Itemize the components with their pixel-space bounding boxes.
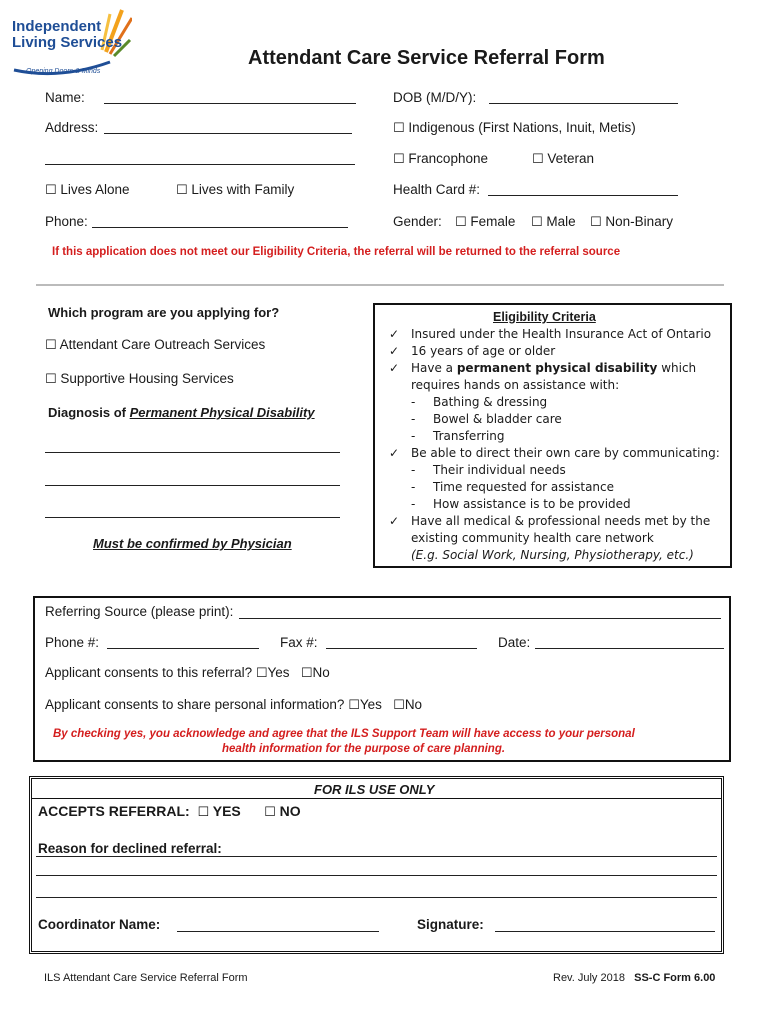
female-label: Female [470,214,516,229]
logo-line2: Living Services [12,34,123,51]
consent-info-yes: Yes [359,697,382,712]
gender-label: Gender: [393,214,442,229]
consent-info-no: No [404,697,423,712]
acknowledgement-line-1: By checking yes, you acknowledge and agree that the ILS Support Team will have access to your personal [53,728,635,740]
criteria-3-bold: permanent physical disability [456,361,658,375]
sub-item-2 [411,412,562,426]
accepts-yes-label: YES [212,803,241,819]
sub-item-6 [411,497,631,511]
francophone-label: Francophone [408,151,488,166]
page-title: Attendant Care Service Referral Form [248,47,605,69]
address-label: Address: [45,120,99,135]
footer-left: ILS Attendant Care Service Referral Form [44,972,248,984]
referral-phone-label: Phone #: [45,635,100,650]
check-icon: ✓ [389,344,400,358]
criteria-5-example: (E.g. Social Work, Nursing, Physiotherapy, etc.) [411,548,694,562]
coordinator-label: Coordinator Name: [38,917,161,932]
declined-reason-line-1[interactable] [36,856,717,857]
health-card-label: Health Card #: [393,182,481,197]
dash: - [411,480,416,494]
eligibility-warning: If this application does not meet our Eligibility Criteria, the referral will be returned to the referral source [52,246,621,258]
criteria-5-cont: existing community health care network [411,531,654,545]
criteria-3 [411,361,696,375]
referral-date-field[interactable] [535,648,724,649]
consent-referral-yes-checkbox[interactable]: ☐ [255,666,268,681]
logo-line1: Independent [12,18,102,35]
check-icon: ✓ [389,361,400,375]
criteria-1: Insured under the Health Insurance Act of Ontario [411,327,712,341]
phone-label: Phone: [45,214,88,229]
gender-nonbinary-option[interactable] [590,214,673,230]
sub-item-3 [411,429,505,443]
health-card-field[interactable] [488,195,678,196]
male-checkbox[interactable]: ☐ [531,215,543,230]
address-field-2[interactable] [45,164,355,165]
sub-item-5 [411,480,615,494]
footer-rev: Rev. July 2018 [553,972,625,984]
sub-1-text: Bathing & dressing [433,395,548,409]
eligibility-check-4 [389,446,720,460]
lives-family-label: Lives with Family [191,182,295,197]
outreach-checkbox[interactable]: ☐ [45,338,57,353]
ils-header: FOR ILS USE ONLY [314,782,435,797]
eligibility-check-1 [389,327,712,341]
program-option-outreach[interactable] [45,337,265,353]
program-option-housing[interactable] [45,371,234,387]
lives-alone-checkbox[interactable]: ☐ [45,183,57,198]
consent-info-yes-checkbox[interactable]: ☐ [348,698,360,713]
indigenous-checkbox[interactable]: ☐ [393,121,405,136]
name-label: Name: [45,90,85,105]
declined-reason-line-2[interactable] [36,875,717,876]
female-checkbox[interactable]: ☐ [455,215,467,230]
criteria-3-pre: Have a [411,361,457,375]
sub-6-text: How assistance is to be provided [433,497,631,511]
eligibility-box [373,303,732,568]
referral-phone-field[interactable] [107,648,259,649]
logo [10,4,132,78]
consent-referral-label: Applicant consents to this referral? [45,665,253,680]
gender-female-option[interactable] [455,214,515,230]
gender-male-option[interactable] [531,214,576,230]
accepts-no-label: NO [279,803,301,819]
dob-field[interactable] [489,103,678,104]
diagnosis-heading [48,405,315,420]
referral-date-label: Date: [498,635,531,650]
section-divider [36,284,724,286]
nonbinary-label: Non-Binary [605,214,673,229]
consent-referral-yes: Yes [267,665,290,680]
acknowledgement-line-2: health information for the purpose of care planning. [222,743,506,755]
veteran-label: Veteran [547,151,594,166]
dash: - [411,395,416,409]
housing-label: Supportive Housing Services [60,371,234,386]
lives-family-checkbox[interactable]: ☐ [176,183,188,198]
outreach-label: Attendant Care Outreach Services [59,337,266,352]
consent-info-label: Applicant consents to share personal information? [45,697,345,712]
logo-tagline: Opening Doors & Minds [26,68,101,75]
address-field-1[interactable] [104,133,352,134]
indigenous-label: Indigenous (First Nations, Inuit, Metis) [408,120,636,135]
criteria-4: Be able to direct their own care by communicating: [411,446,720,460]
sub-item-4 [411,463,566,477]
dash: - [411,463,416,477]
male-label: Male [546,214,576,229]
referring-source-field[interactable] [239,618,721,619]
veteran-checkbox[interactable]: ☐ [532,152,544,167]
housing-checkbox[interactable]: ☐ [45,372,57,387]
eligibility-check-5 [389,514,711,528]
ils-header-rule [32,798,721,799]
dob-label: DOB (M/D/Y): [393,90,477,105]
ils-use-box [29,776,724,954]
lives-family-option[interactable] [176,182,294,198]
sub-item-1 [411,395,548,409]
physician-note: Must be confirmed by Physician [93,536,292,551]
consent-referral [45,665,330,681]
footer-form-id: SS-C Form 6.00 [634,972,716,984]
sub-5-text: Time requested for assistance [433,480,615,494]
diagnosis-line-1[interactable] [45,452,340,453]
criteria-3-cont: requires hands on assistance with: [411,378,620,392]
check-icon: ✓ [389,446,400,460]
sub-2-text: Bowel & bladder care [433,412,562,426]
referral-fax-field[interactable] [326,648,477,649]
lives-alone-label: Lives Alone [60,182,130,197]
declined-reason-line-3[interactable] [36,897,717,898]
francophone-checkbox[interactable]: ☐ [393,152,405,167]
dash: - [411,412,416,426]
criteria-3-post: which [657,361,697,375]
criteria-2: 16 years of age or older [411,344,556,358]
accepts-yes-checkbox[interactable]: ☐ [197,805,210,820]
criteria-5: Have all medical & professional needs met by the [411,514,711,528]
diagnosis-line-3[interactable] [45,517,340,518]
nonbinary-checkbox[interactable]: ☐ [590,215,602,230]
eligibility-check-3 [389,361,697,375]
indigenous-option[interactable] [393,120,636,136]
check-icon: ✓ [389,327,400,341]
eligibility-check-2 [389,344,556,358]
accepts-no-checkbox[interactable]: ☐ [264,805,276,820]
coordinator-field[interactable] [177,931,379,932]
phone-field[interactable] [92,227,348,228]
referral-fax-label: Fax #: [280,635,318,650]
name-field[interactable] [104,103,356,104]
eligibility-title: Eligibility Criteria [493,310,596,324]
diagnosis-prefix: Diagnosis of [48,405,130,420]
accepts-referral [38,803,301,820]
veteran-option[interactable] [532,151,594,167]
lives-alone-option[interactable] [45,182,129,198]
accepts-referral-label: ACCEPTS REFERRAL: [38,803,190,819]
consent-referral-no: No [312,665,330,680]
consent-info-no-checkbox[interactable]: ☐ [393,698,405,713]
signature-field[interactable] [495,931,715,932]
dash: - [411,429,416,443]
francophone-option[interactable] [393,151,488,167]
program-question: Which program are you applying for? [48,305,280,320]
referral-box [33,596,731,762]
sub-3-text: Transferring [433,429,505,443]
referring-source-label: Referring Source (please print): [45,604,234,619]
diagnosis-line-2[interactable] [45,485,340,486]
sub-4-text: Their individual needs [433,463,566,477]
check-icon: ✓ [389,514,400,528]
signature-label: Signature: [417,917,484,932]
declined-reason-label: Reason for declined referral: [38,841,222,856]
dash: - [411,497,416,511]
footer-right [553,972,715,984]
diagnosis-emphasis: Permanent Physical Disability [129,405,315,420]
consent-referral-no-checkbox[interactable]: ☐ [300,666,313,681]
consent-info [45,697,422,713]
